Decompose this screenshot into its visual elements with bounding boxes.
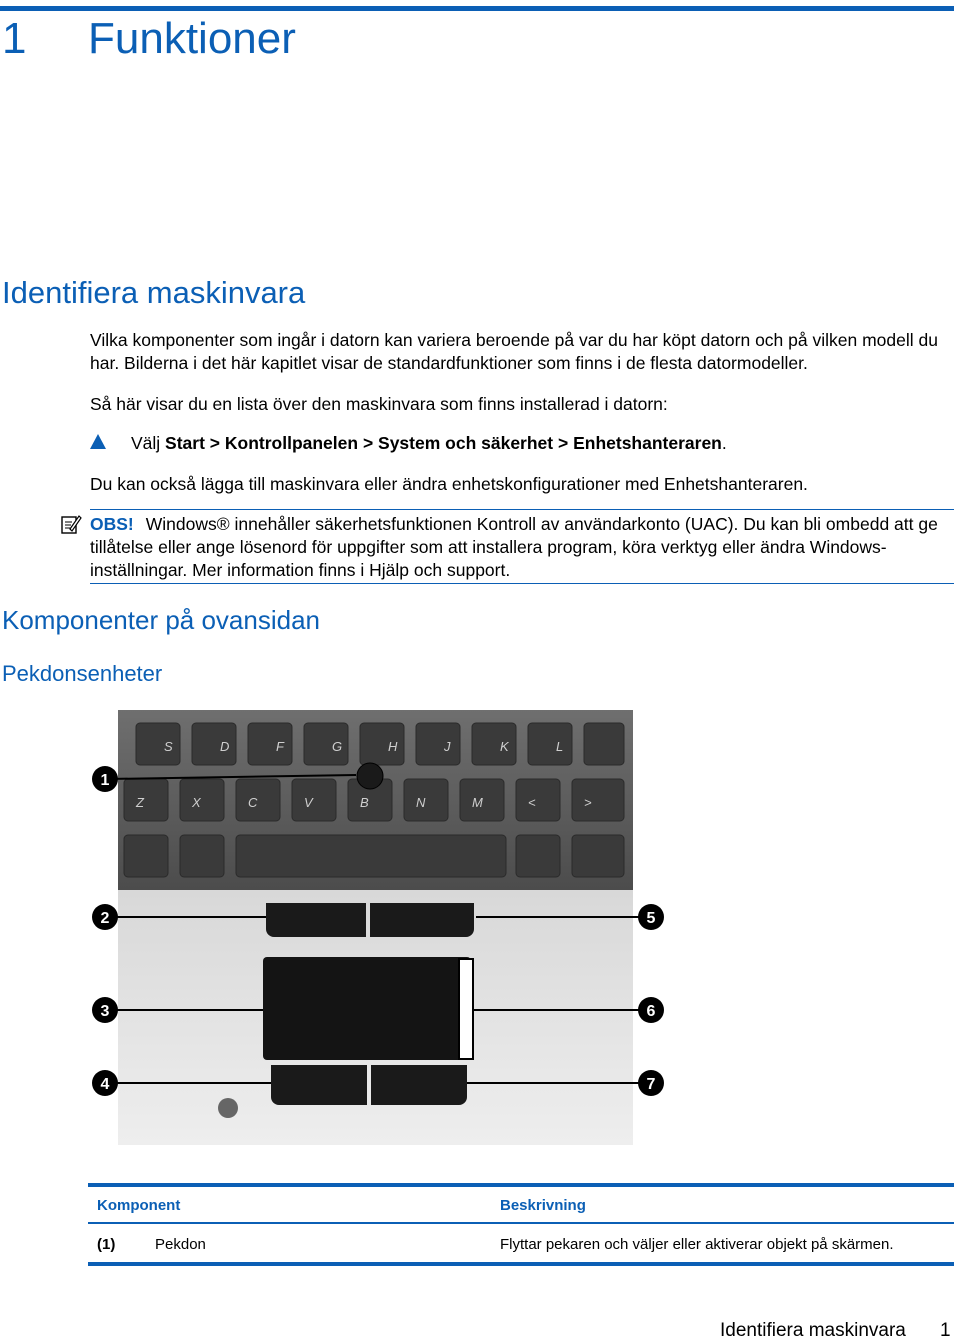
instruction-paragraph: Så här visar du en lista över den maskinvara som finns installerad i datorn: [90, 394, 668, 414]
step-instruction [131, 432, 727, 455]
touchpad-scroll-zone [459, 959, 473, 1059]
step-sep-2: > [358, 433, 379, 453]
note-bottom-rule [90, 583, 954, 584]
note-text: Windows® innehåller säkerhetsfunktionen Kontroll av användarkonto (UAC). Du kan bli ombedd att ge tillåtelse eller ange lösenord för uppgifter som att installera program, köra verktyg eller ändra Windows-inställningar. Mer information finns i Hjälp och support. [90, 514, 938, 580]
step-control-panel: Kontrollpanelen [224, 433, 359, 453]
key [180, 835, 224, 877]
key [136, 723, 180, 765]
key-label: < [528, 795, 536, 810]
step-sep-1: > [204, 433, 225, 453]
chapter-number: 1 [2, 14, 27, 63]
step-prefix: Välj [131, 433, 166, 453]
key-label: M [472, 795, 483, 810]
step-triangle-icon [90, 434, 106, 449]
key-label: S [164, 739, 173, 754]
subsection-heading: Komponenter på ovansidan [2, 605, 321, 635]
callout-6: 6 [646, 1003, 656, 1020]
key-label: V [304, 795, 313, 810]
top-rule [0, 6, 954, 11]
callout-1: 1 [100, 772, 110, 789]
table-top-rule [88, 1183, 954, 1187]
touchpad [263, 957, 471, 1060]
key-label: J [444, 739, 451, 754]
intro-paragraph: Vilka komponenter som ingår i datorn kan variera beroende på var du har köpt datorn och på vilken modell du har. Bilderna i det här kapitlet visar de standardfunktioner som finns i de flesta datormodeller. [90, 330, 938, 373]
key-label: C [248, 795, 258, 810]
right-touchpad-button [371, 1065, 467, 1105]
table-bottom-rule [88, 1262, 954, 1266]
key [416, 723, 460, 765]
step-sep-3: > [553, 433, 574, 453]
key [292, 779, 336, 821]
key [584, 723, 624, 765]
keyboard-touchpad-figure [88, 705, 678, 1165]
spacebar-key [236, 835, 506, 877]
key [124, 779, 168, 821]
key [236, 779, 280, 821]
key-label: X [192, 795, 201, 810]
table-header-component: Komponent [97, 1197, 181, 1214]
step-system: System och säkerhet [378, 433, 554, 453]
callout-4: 4 [100, 1076, 110, 1093]
callout-7: 7 [646, 1076, 656, 1093]
callout-2: 2 [100, 910, 110, 927]
callout-3: 3 [100, 1003, 110, 1020]
note-block [90, 513, 952, 582]
key [528, 723, 572, 765]
key-label: N [416, 795, 426, 810]
key [180, 779, 224, 821]
key [516, 779, 560, 821]
table-row-number: (1) [97, 1236, 116, 1253]
key-label: > [584, 795, 592, 810]
key [572, 835, 624, 877]
step-start: Start [165, 433, 205, 453]
key-label: H [388, 739, 398, 754]
pointing-stick [357, 763, 383, 789]
section-heading: Identifiera maskinvara [2, 275, 306, 310]
table-row-description: Flyttar pekaren och väljer eller aktiverar objekt på skärmen. [500, 1236, 894, 1253]
step-suffix: . [721, 433, 727, 453]
note-top-rule [90, 509, 954, 510]
note-label: OBS! [90, 514, 134, 534]
callout-5: 5 [646, 910, 656, 927]
key-label: G [332, 739, 343, 754]
key [248, 723, 292, 765]
key [472, 723, 516, 765]
key-label: D [220, 739, 230, 754]
footer-section-title: Identifiera maskinvara [720, 1320, 906, 1341]
key [404, 779, 448, 821]
key-label: F [276, 739, 284, 754]
key-label: B [360, 795, 369, 810]
fingerprint-reader [218, 1098, 238, 1118]
key [516, 835, 560, 877]
key-label: K [500, 739, 509, 754]
footer-page-number: 1 [940, 1320, 951, 1341]
key [124, 835, 168, 877]
step-device-manager: Enhetshanteraren [573, 433, 722, 453]
table-header-description: Beskrivning [500, 1197, 586, 1214]
right-pointing-stick-button [370, 903, 474, 937]
left-touchpad-button [271, 1065, 367, 1105]
key [192, 723, 236, 765]
key [572, 779, 624, 821]
key-label: L [556, 739, 564, 754]
chapter-title: Funktioner [88, 14, 296, 63]
table-row-component: Pekdon [155, 1236, 206, 1253]
note-pencil-icon [60, 513, 82, 535]
subsubsection-heading: Pekdonsenheter [2, 661, 163, 686]
device-manager-paragraph: Du kan också lägga till maskinvara eller ändra enhetskonfigurationer med Enhetshanteraren. [90, 474, 808, 494]
key [360, 723, 404, 765]
table-header-rule [88, 1222, 954, 1224]
left-pointing-stick-button [266, 903, 366, 937]
key-label: Z [136, 795, 144, 810]
